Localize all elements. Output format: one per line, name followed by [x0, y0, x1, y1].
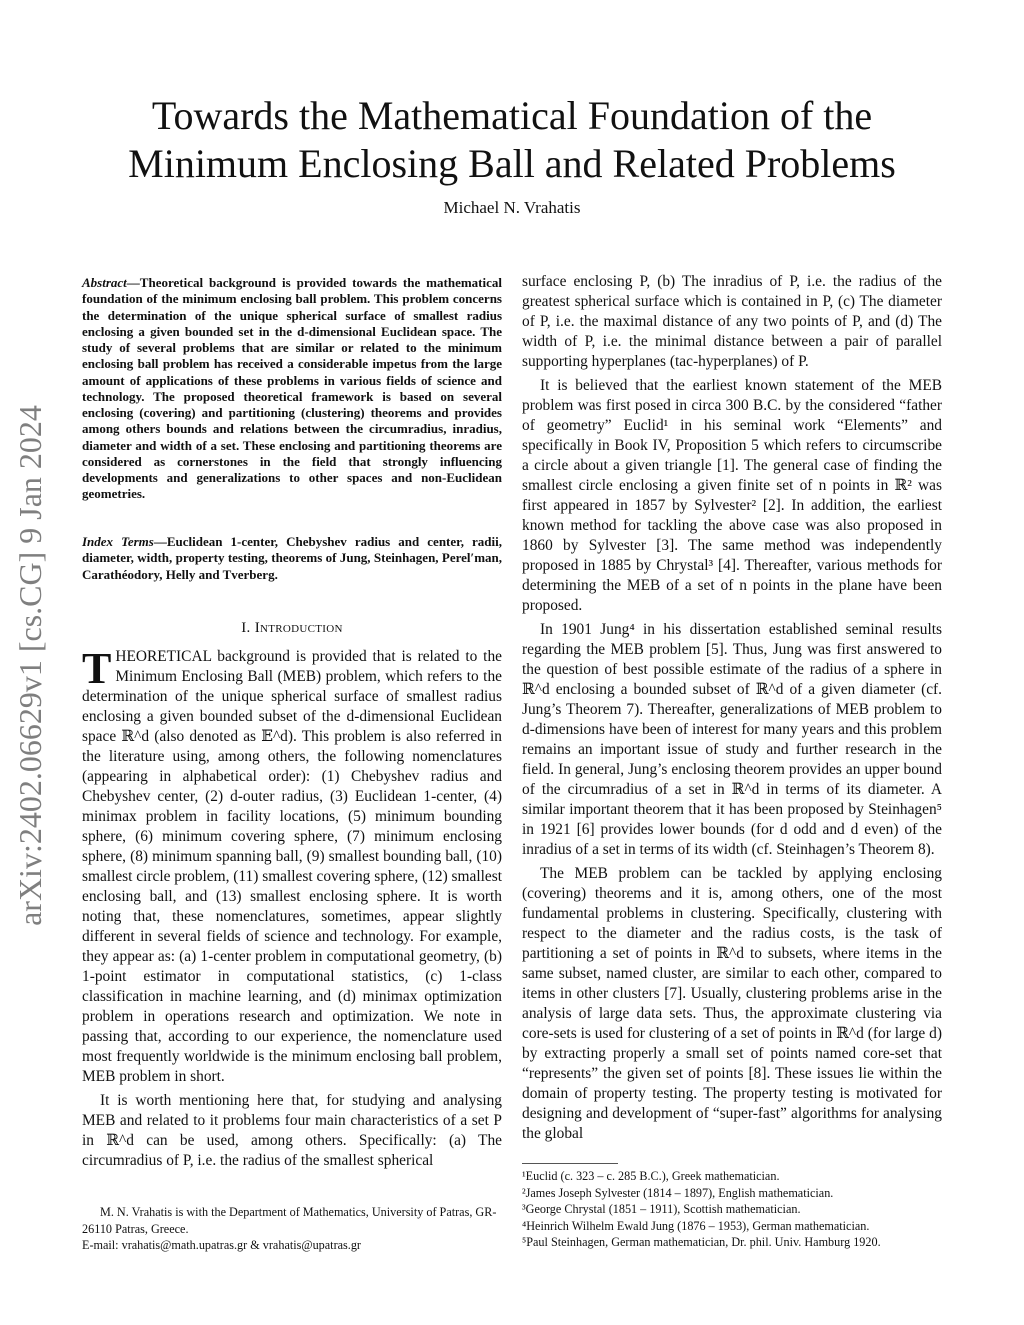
- arxiv-stamp: [8, 370, 52, 960]
- affiliation-line-1: M. N. Vrahatis is with the Department of Mathematics, University of Patras, GR-26110 Patras, Greece.: [82, 1205, 497, 1236]
- intro-paragraph-1: [82, 644, 502, 1087]
- footnote-1: ¹Euclid (c. 323 – c. 285 B.C.), Greek mathematician.: [522, 1169, 780, 1183]
- footnote-4: ⁴Heinrich Wilhelm Ewald Jung (1876 – 1953), German mathematician.: [522, 1218, 870, 1233]
- abstract-text: —Theoretical background is provided towards the mathematical foundation of the minimum enclosing ball problem. This problem concerns the determination of the unique spherical surface of smallest radius enclosing a given bounded set in the d-dimensional Euclidean space. The study of several problems that are similar or related to the minimum enclosing ball problem has received a considerable impetus from the large amount of applications of these problems in various fields of science and technology. The proposed theoretical framework is based on several enclosing (covering) and partitioning (clustering) theorems and provides among others bounds and relations between the circumradius, inradius, diameter and width of a set. These enclosing and partitioning theorems are considered as cornerstones in the field that strongly influencing developments and generalizations to other spaces and non-Euclidean geometries.: [82, 275, 502, 502]
- arxiv-stamp-text: arXiv:2402.06629v1 [cs.CG] 9 Jan 2024: [11, 404, 48, 926]
- title-line-2: Minimum Enclosing Ball and Related Problems: [128, 141, 896, 186]
- section-heading: [82, 620, 502, 637]
- paper-title: [70, 92, 954, 188]
- footnotes: [522, 1168, 942, 1251]
- footnote-rule: [522, 1163, 618, 1164]
- abstract-label: Abstract: [82, 275, 127, 290]
- affiliation-footnote: [82, 1204, 502, 1254]
- footnote-3: ³George Chrystal (1851 – 1911), Scottish mathematician.: [522, 1202, 801, 1216]
- right-column-body: [522, 272, 942, 1144]
- drop-cap: T: [82, 644, 112, 693]
- index-terms-label: Index Terms: [82, 534, 154, 549]
- abstract: [82, 275, 502, 503]
- right-paragraph-4: The MEB problem can be tackled by applying enclosing (covering) theorems and it is, among others, one of the most fundamental problems in clustering. Specifically, clustering with respect to the diameter and the radius costs, is the task of partitioning a set of points in ℝ^d to subsets, where items in the same subset, named cluster, are similar to each other, compared to items in other clusters [7]. Usually, clustering problems arise in the analysis of large data sets. Thus, the approximate clustering via core-sets is used for clustering of a set of points in ℝ^d (for large d) by extracting properly a small set of points named core-set that “represents” the given set of points [8]. These issues lie within the domain of property testing. The property testing is motivated for designing and development of “super-fast” algorithms for analysing the global: [522, 865, 942, 1142]
- section-title: Introduction: [254, 620, 343, 636]
- section-number: I.: [241, 620, 251, 636]
- intro-paragraph-1-text: HEORETICAL background is provided that is related to the Minimum Enclosing Ball (MEB) problem, which refers to the determination of the unique spherical surface of smallest radius enclosing a given bounded subset of the d-dimensional Euclidean space ℝ^d (also denoted as 𝔼^d). This problem is also referred in the literature using, among others, the following nomenclatures (appearing in alphabetical order): (1) Chebyshev radius and Chebyshev center, (2) d-outer radius, (3) Euclidean 1-center, (4) minimax problem in facility locations, (5) minimum bounding sphere, (6) minimum covering sphere, (7) minimum enclosing sphere, (8) minimum spanning ball, (9) smallest bounding ball, (10) smallest circle problem, (11) smallest covering sphere, (12) smallest enclosing ball, and (13) smallest enclosing sphere. It is worth noting that, these nomenclatures, sometimes, appear slightly different in several fields of science and technology. For example, they appear as: (a) 1-center problem in computational geometry, (b) 1-point estimator in computational statistics, (c) 1-class classification in machine learning, and (d) minimax optimization problem in operations research and optimization. We note in passing that, according to our experience, the nomenclature used most frequently worldwide is the minimum enclosing ball problem, MEB problem in short.: [82, 648, 502, 1085]
- left-column-body: [82, 644, 502, 1171]
- footnote-2: ²James Joseph Sylvester (1814 – 1897), English mathematician.: [522, 1185, 834, 1200]
- footnote-5: ⁵Paul Steinhagen, German mathematician, Dr. phil. Univ. Hamburg 1920.: [522, 1235, 881, 1249]
- right-paragraph-3: In 1901 Jung⁴ in his dissertation established seminal results regarding the MEB problem [5]. Thus, Jung was first answered to the question of best possible estimate of the radius of a sphere in ℝ^d enclosing a bounded subset of ℝ^d of a given diameter (cf. Jung’s Theorem 7). Thereafter, generalizations of MEB problem to d-dimensions have been of interest for many years and this problem remains an important issue of study and further research in the field. In general, Jung’s enclosing theorem provides an upper bound of the circumradius of a set in ℝ^d in terms of its diameter. A similar important theorem that it has been proposed by Steinhagen⁵ in 1921 [6] provides lower bounds (for d odd and d even) of the inradius of a set in terms of its width (cf. Steinhagen’s Theorem 8).: [522, 621, 942, 858]
- affiliation-line-2: E-mail: vrahatis@math.upatras.gr & vrahatis@upatras.gr: [82, 1238, 361, 1252]
- index-terms-text: —Euclidean 1-center, Chebyshev radius and center, radii, diameter, width, property testing, theorems of Jung, Steinhagen, Perel′man, Carathéodory, Helly and Tverberg.: [82, 534, 502, 582]
- intro-paragraph-2: It is worth mentioning here that, for studying and analysing MEB and related to it problems four main characteristics of a set P in ℝ^d can be used, among others. Specifically: (a) The circumradius of P, i.e. the radius of the smallest spherical: [82, 1092, 502, 1169]
- title-line-1: Towards the Mathematical Foundation of the: [151, 93, 873, 138]
- right-paragraph-1: surface enclosing P, (b) The inradius of P, i.e. the radius of the greatest spherical surface which is contained in P, (c) The diameter of P, i.e. the maximal distance of any two points of P, and (d) The width of P, i.e. the minimal distance between a pair of parallel supporting hyperplanes (tac-hyperplanes) of P.: [522, 273, 942, 370]
- right-paragraph-2: It is believed that the earliest known statement of the MEB problem was first posed in circa 300 B.C. by the considered “father of geometry” Euclid¹ in his seminal work “Elements” and specifically in Book IV, Proposition 5 which refers to circumscribe a circle about a given triangle [1]. The general case of finding the smallest circle enclosing a given finite set of n points in ℝ² was first appeared in 1857 by Sylvester² [2]. In addition, the earliest known method for tackling the above case was also proposed in 1860 by Sylvester [3]. The same method was independently proposed in 1885 by Chrystal³ [4]. Thereafter, various methods for determining the MEB of a set of n points in the plane have been proposed.: [522, 377, 942, 614]
- index-terms: [82, 534, 502, 583]
- author: Michael N. Vrahatis: [443, 198, 581, 217]
